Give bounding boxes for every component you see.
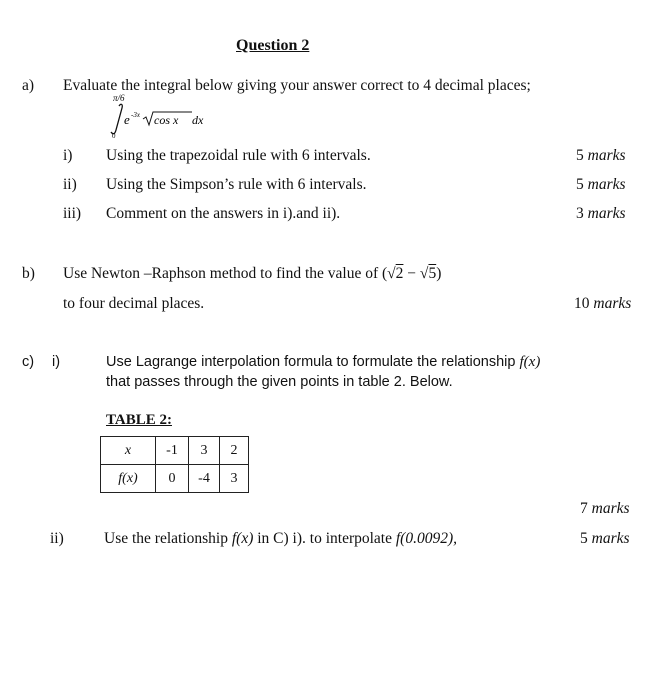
a-item-3-marks: 3 marks — [576, 205, 626, 222]
table-cell: -1 — [156, 437, 189, 465]
part-a-text: Evaluate the integral below giving your answer correct to 4 decimal places; — [63, 77, 531, 94]
table-cell: 3 — [189, 437, 220, 465]
a-item-2-num: ii) — [63, 176, 77, 193]
table-cell: -4 — [189, 465, 220, 493]
lower-limit: 0 — [112, 132, 116, 138]
a-item-2-marks: 5 marks — [576, 176, 626, 193]
a-item-3-num: iii) — [63, 205, 82, 222]
root-content: cos x — [154, 113, 179, 127]
data-table — [100, 436, 249, 493]
part-c-label: c) — [22, 354, 35, 370]
table-cell: 3 — [220, 465, 249, 493]
a-item-3-text: Comment on the answers in i).and ii). — [106, 205, 341, 222]
table-cell: x — [101, 437, 156, 465]
a-item-1-text: Using the trapezoidal rule with 6 intervals. — [106, 147, 371, 164]
a-item-1-marks: 5 marks — [576, 147, 626, 164]
a-item-2-text: Using the Simpson’s rule with 6 intervals. — [106, 176, 367, 193]
sqrt-2: √2 — [387, 265, 404, 282]
exp-base: e — [124, 112, 130, 127]
table-cell: 2 — [220, 437, 249, 465]
part-b-suffix: ) — [436, 265, 442, 282]
table-row — [101, 465, 249, 493]
integral-expression — [108, 90, 218, 138]
part-a-label: a) — [22, 77, 35, 94]
part-c-ii-text — [104, 530, 457, 548]
ii-f-value: f(0.0092), — [395, 530, 457, 547]
part-c-sub-ii: ii) — [50, 530, 64, 547]
a-item-1-num: i) — [63, 147, 73, 164]
part-c-line1-text: Use Lagrange interpolation formula to formulate the relationship — [106, 354, 520, 370]
upper-limit: π/6 — [113, 93, 125, 103]
ii-prefix: Use the relationship — [104, 530, 232, 547]
table-cell: f(x) — [101, 465, 156, 493]
part-b-label: b) — [22, 265, 35, 282]
part-c-i-marks: 7 marks — [580, 500, 630, 517]
integral-sign — [111, 104, 122, 133]
part-c-line2: that passes through the given points in table 2. Below. — [106, 374, 453, 390]
fx-symbol: f(x) — [519, 354, 541, 370]
ii-fx: f(x) — [231, 530, 254, 547]
part-b-line2: to four decimal places. — [63, 295, 205, 312]
dx: dx — [192, 113, 204, 127]
part-b-marks: 10 marks — [574, 295, 632, 312]
question-title: Question 2 — [236, 37, 310, 54]
minus-sign: − — [403, 265, 420, 282]
part-c-line1 — [106, 354, 540, 371]
ii-mid: in C) i). to interpolate — [253, 530, 396, 547]
table-row — [101, 437, 249, 465]
table-cell: 0 — [156, 465, 189, 493]
sqrt-5: √5 — [419, 265, 437, 282]
part-c-ii-marks: 5 marks — [580, 530, 630, 547]
part-b-prefix: Use Newton –Raphson method to find the value of ( — [63, 265, 388, 282]
part-c-sub-i: i) — [52, 354, 61, 370]
table-caption: TABLE 2: — [106, 412, 172, 428]
part-b-line1 — [63, 265, 441, 283]
exponent: -3x — [131, 111, 140, 119]
